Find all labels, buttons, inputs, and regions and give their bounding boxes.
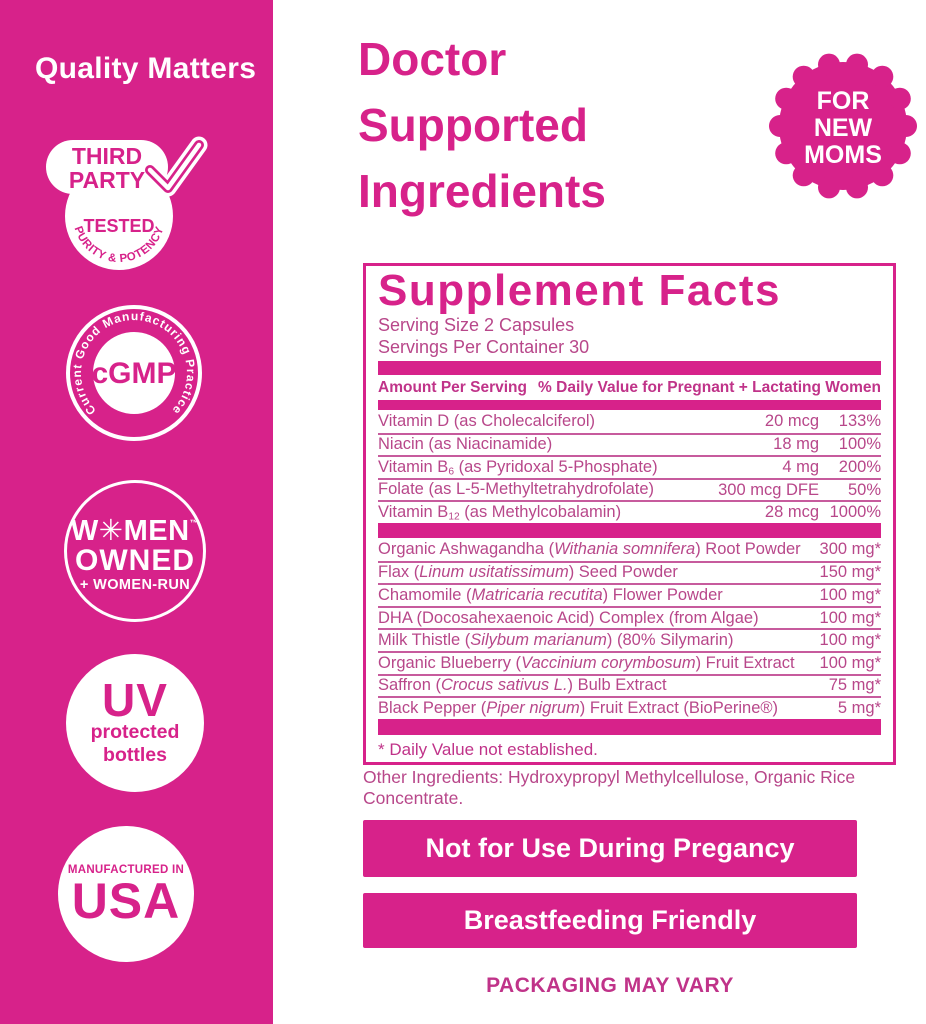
ingredient-amount: 150 mg* — [819, 563, 881, 582]
title-line1: Doctor — [358, 33, 507, 85]
packaging-note: PACKAGING MAY VARY — [486, 974, 734, 997]
supplement-facts-title: Supplement Facts — [378, 266, 781, 315]
ingredient-name: Milk Thistle (Silybum marianum) (80% Silymarin) — [378, 631, 734, 650]
ingredient-daily-value: 133% — [838, 411, 881, 430]
divider-bar — [378, 719, 881, 735]
table-row — [378, 538, 881, 561]
divider-bar — [378, 361, 881, 375]
ingredient-name: Organic Ashwagandha (Withania somnifera) Root Powder — [378, 539, 801, 558]
table-row — [378, 606, 881, 629]
moms-badge-line1: FOR — [816, 87, 870, 115]
table-row — [378, 410, 881, 433]
cgmp-center-text: cGMP — [91, 357, 177, 390]
serving-size: Serving Size 2 Capsules — [378, 315, 575, 335]
pregnancy-warning-banner: Not for Use During Pregancy — [363, 820, 857, 877]
ingredient-name: Folate (as L-5-Methyltetrahydrofolate) — [378, 480, 655, 499]
table-row — [378, 651, 881, 674]
table-row — [378, 583, 881, 606]
third-party-line2: PARTY — [68, 167, 146, 193]
women-owned-badge — [64, 480, 206, 622]
amount-per-serving-header: Amount Per Serving — [378, 379, 527, 396]
cgmp-badge — [63, 302, 205, 444]
uv-badge-line3: bottles — [103, 744, 167, 766]
ingredient-name: Vitamin $B_{12}$ (as Methylcobalamin) — [378, 502, 622, 523]
women-owned-line1: W✳MEN™ — [70, 512, 200, 547]
for-new-moms-badge — [765, 48, 921, 204]
ingredient-daily-value: 50% — [847, 480, 881, 499]
ingredient-name: Saffron (Crocus sativus L.) Bulb Extract — [378, 676, 667, 695]
table-row — [378, 478, 881, 501]
third-party-tested-badge — [46, 128, 211, 278]
herbal-rows — [378, 538, 881, 719]
ingredient-name: Niacin (as Niacinamide) — [378, 435, 553, 454]
ingredient-name: DHA (Docosahexaenoic Acid) Complex (from Algae) — [378, 608, 759, 627]
ingredient-name: Flax (Linum usitatissimum) Seed Powder — [378, 563, 678, 582]
ingredient-amount: 100 mg* — [819, 653, 881, 672]
servings-per-container: Servings Per Container 30 — [378, 337, 590, 357]
table-row — [378, 561, 881, 584]
ingredient-amount: 100 mg* — [819, 631, 881, 650]
uv-protected-badge — [66, 654, 204, 792]
title-line2: Supported — [358, 99, 588, 151]
ingredient-name: Vitamin D (as Cholecalciferol) — [378, 411, 596, 430]
breastfeeding-banner: Breastfeeding Friendly — [363, 893, 857, 948]
divider-bar — [378, 400, 881, 410]
third-party-arc-text: PURITY & POTENCY — [71, 224, 167, 266]
table-row — [378, 433, 881, 456]
vitamin-rows — [378, 410, 881, 523]
other-ingredients: Other Ingredients: Hydroxypropyl Methylcellulose, Organic Rice Concentrate. — [363, 767, 856, 808]
sidebar-heading: Quality Matters — [35, 52, 257, 85]
ingredient-name: Organic Blueberry (Vaccinium corymbosum) Fruit Extract — [378, 653, 795, 672]
ingredient-amount: 100 mg* — [819, 585, 881, 604]
ingredient-amount: 18 mg — [773, 435, 819, 454]
uv-badge-line2: protected — [90, 721, 180, 743]
supplement-facts-panel — [363, 263, 896, 765]
ingredient-daily-value: 200% — [838, 457, 881, 476]
made-in-usa-badge — [58, 826, 194, 962]
ingredient-daily-value: 100% — [838, 435, 881, 454]
table-row — [378, 455, 881, 478]
ingredient-amount: 20 mcg — [764, 411, 819, 430]
ingredient-amount: 300 mg* — [819, 539, 881, 558]
columns-header — [378, 375, 881, 400]
table-row — [378, 628, 881, 651]
ingredient-name: Black Pepper (Piper nigrum) Fruit Extract (BioPerine®) — [378, 698, 779, 717]
trademark-symbol: ™ — [189, 517, 200, 528]
ingredient-amount: 100 mg* — [819, 608, 881, 627]
usa-badge-line1: MANUFACTURED IN — [67, 864, 185, 876]
cgmp-arc-text: Current Good Manufacturing Practice — [69, 308, 199, 418]
uv-badge-line1: UV — [102, 674, 168, 726]
title-line3: Ingredients — [358, 165, 606, 217]
third-party-line1: THIRD — [71, 143, 143, 169]
third-party-line3: TESTED — [83, 216, 155, 236]
ingredient-name: Chamomile (Matricaria recutita) Flower Powder — [378, 585, 723, 604]
table-row — [378, 674, 881, 697]
ingredient-amount: 300 mcg DFE — [718, 480, 819, 499]
table-row — [378, 696, 881, 719]
ingredient-amount: 75 mg* — [828, 676, 881, 695]
quality-sidebar — [0, 0, 273, 1024]
ingredient-name: Vitamin $B_6$ (as Pyridoxal 5-Phosphate) — [378, 457, 658, 478]
snowflake-icon: ✳ — [98, 512, 124, 547]
ingredient-amount: 4 mg — [782, 457, 819, 476]
daily-value-header: % Daily Value for Pregnant + Lactating Women — [538, 379, 881, 396]
women-owned-line3: + WOMEN-RUN — [79, 576, 191, 593]
ingredient-amount: 28 mcg — [764, 503, 819, 522]
divider-bar — [378, 523, 881, 538]
ingredient-amount: 5 mg* — [837, 698, 881, 717]
page-title — [358, 26, 606, 224]
daily-value-footnote: * Daily Value not established. — [378, 739, 598, 759]
ingredient-daily-value: 1000% — [829, 503, 881, 522]
women-owned-line2: OWNED — [75, 543, 195, 577]
table-row — [378, 500, 881, 523]
moms-badge-line3: MOMS — [804, 141, 882, 169]
usa-badge-line2: USA — [71, 873, 181, 929]
moms-badge-line2: NEW — [813, 114, 873, 142]
